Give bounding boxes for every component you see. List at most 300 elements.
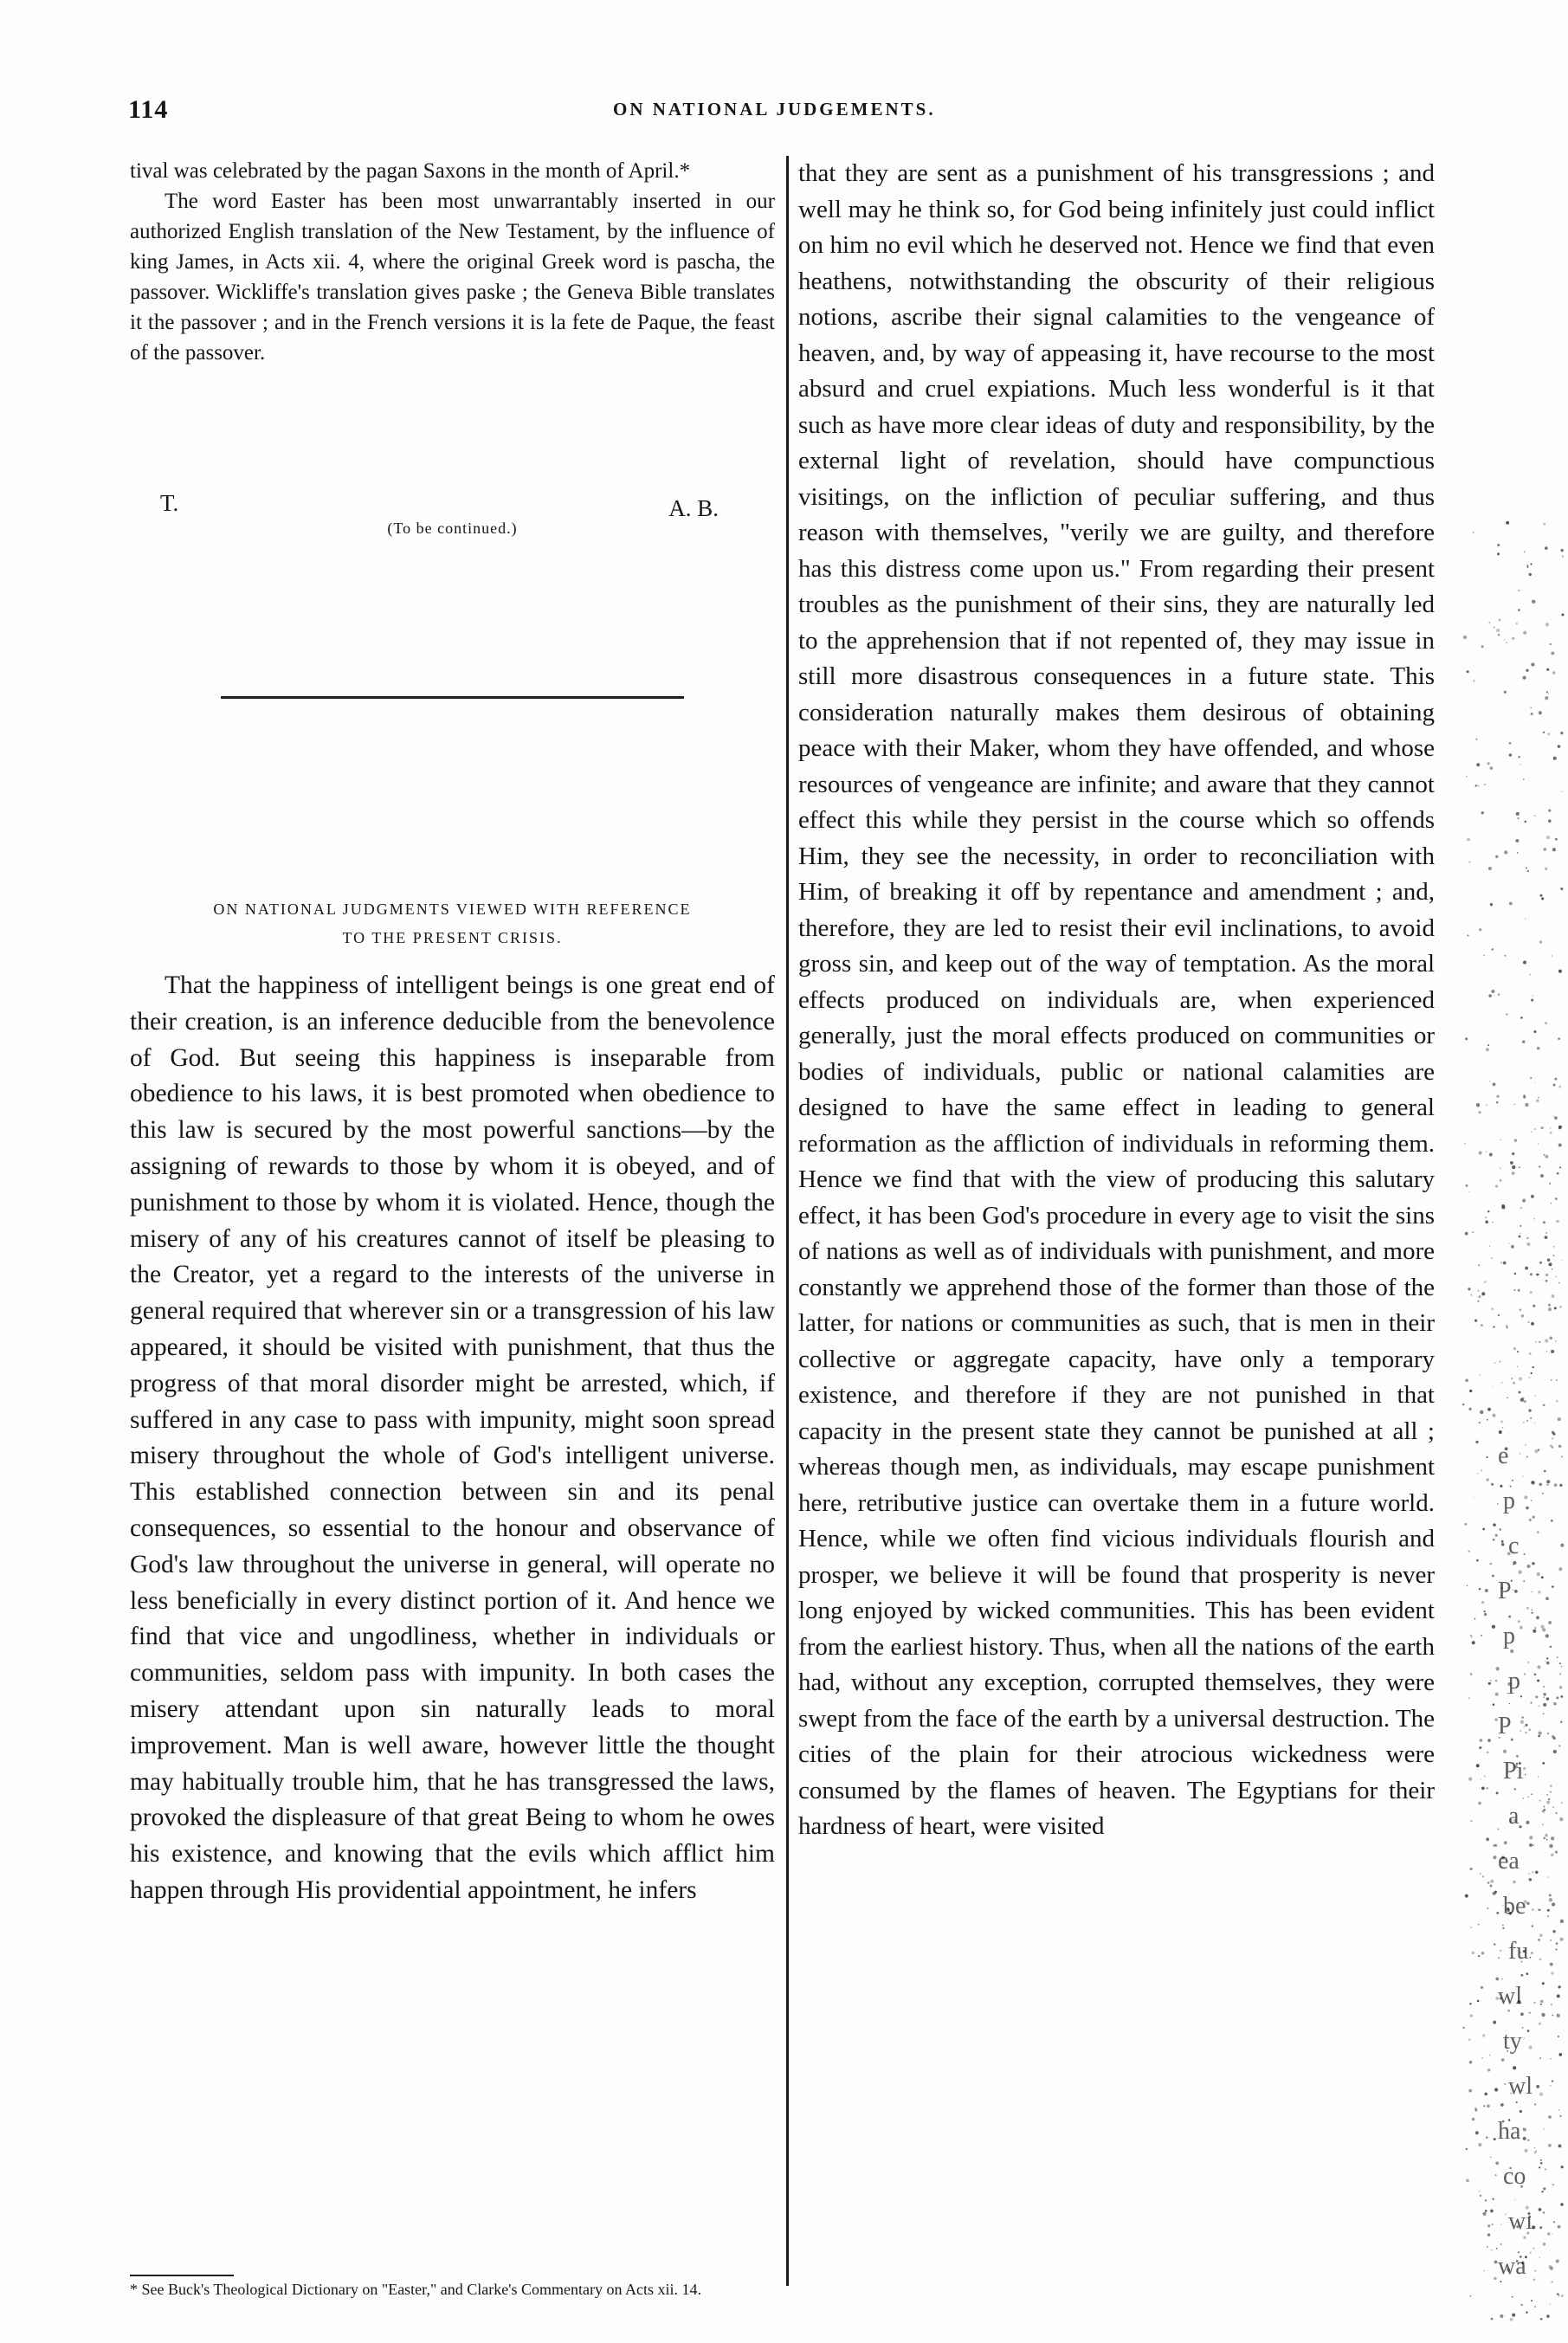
noise-speck — [1525, 821, 1527, 823]
noise-speck — [1552, 1437, 1553, 1439]
noise-speck — [1499, 1430, 1502, 1434]
noise-speck — [1494, 2088, 1498, 2091]
noise-speck — [1539, 2166, 1540, 2168]
noise-speck — [1526, 1724, 1528, 1727]
noise-speck — [1547, 1258, 1551, 1262]
noise-speck — [1486, 1105, 1487, 1106]
bleed-through-fragment: be — [1503, 1893, 1526, 1920]
noise-speck — [1484, 1775, 1486, 1777]
noise-speck — [1529, 2012, 1531, 2014]
bleed-through-fragment: fu — [1508, 1938, 1529, 1965]
noise-speck — [1552, 1806, 1554, 1808]
noise-speck — [1560, 1920, 1564, 1923]
noise-speck — [1546, 668, 1549, 671]
noise-speck — [1535, 1695, 1538, 1698]
noise-speck — [1553, 757, 1557, 760]
noise-speck — [1512, 2314, 1515, 2317]
noise-speck — [1526, 565, 1528, 566]
noise-speck — [1526, 867, 1527, 868]
noise-speck — [1484, 1281, 1487, 1283]
noise-speck — [1462, 1404, 1465, 1406]
noise-speck — [1552, 2184, 1554, 2186]
noise-speck — [1492, 1575, 1494, 1578]
noise-speck — [1512, 637, 1514, 640]
noise-speck — [1526, 1902, 1529, 1905]
noise-speck — [1553, 1255, 1555, 1256]
noise-speck — [1484, 784, 1486, 785]
noise-speck — [1558, 2036, 1559, 2037]
noise-speck — [1470, 2295, 1472, 2297]
noise-speck — [1561, 613, 1564, 616]
noise-speck — [1485, 2199, 1487, 2201]
noise-speck — [1548, 1798, 1550, 1800]
noise-speck — [1527, 2140, 1529, 2141]
noise-speck — [1524, 551, 1526, 552]
noise-speck — [1481, 1786, 1485, 1790]
noise-speck — [1531, 1952, 1533, 1953]
noise-speck — [1526, 1237, 1528, 1239]
noise-speck — [1545, 1155, 1548, 1159]
noise-speck — [1546, 1483, 1548, 1485]
noise-speck — [1509, 742, 1512, 745]
noise-speck — [1536, 2085, 1539, 2088]
noise-speck — [1544, 2128, 1545, 2130]
noise-speck — [1490, 1880, 1494, 1883]
noise-speck — [1514, 1273, 1516, 1275]
noise-speck — [1536, 2150, 1538, 2152]
noise-speck — [1539, 2257, 1540, 2258]
noise-speck — [1516, 812, 1520, 816]
paragraph-easter-festival: tival was celebrated by the pagan Saxons in the month of April.* — [130, 159, 691, 183]
noise-speck — [1526, 1821, 1529, 1824]
noise-speck — [1546, 691, 1548, 693]
noise-speck — [1514, 1139, 1518, 1142]
noise-speck — [1533, 2002, 1535, 2004]
bleed-through-margin — [1446, 485, 1568, 2343]
noise-speck — [1541, 2191, 1543, 2192]
noise-speck — [1526, 1242, 1530, 1246]
noise-speck — [1554, 1307, 1557, 1309]
noise-speck — [1494, 2261, 1498, 2264]
noise-speck — [1490, 1680, 1492, 1681]
noise-speck — [1483, 2270, 1485, 2272]
noise-speck — [1523, 1422, 1525, 1423]
noise-speck — [1558, 1144, 1562, 1147]
noise-speck — [1487, 2233, 1491, 2236]
noise-speck — [1540, 2162, 1543, 2165]
noise-speck — [1523, 2137, 1526, 2140]
noise-speck — [1535, 1395, 1536, 1396]
noise-speck — [1533, 1218, 1534, 1219]
noise-speck — [1493, 1703, 1495, 1706]
noise-speck — [1527, 1321, 1529, 1323]
noise-speck — [1484, 1613, 1487, 1616]
noise-speck — [1545, 1022, 1547, 1024]
noise-speck — [1560, 1695, 1563, 1698]
noise-speck — [1479, 1111, 1481, 1113]
noise-speck — [1517, 1366, 1519, 1368]
noise-speck — [1522, 1798, 1524, 1799]
noise-speck — [1489, 1152, 1493, 1156]
noise-speck — [1500, 2243, 1502, 2245]
noise-speck — [1470, 1636, 1472, 1637]
noise-speck — [1526, 669, 1528, 672]
noise-speck — [1499, 619, 1501, 622]
noise-speck — [1537, 1680, 1539, 1682]
noise-speck — [1546, 1480, 1550, 1483]
noise-speck — [1545, 546, 1548, 550]
noise-speck — [1540, 2000, 1544, 2004]
noise-speck — [1558, 1037, 1560, 1040]
noise-speck — [1558, 1985, 1561, 1988]
noise-speck — [1497, 1828, 1499, 1830]
noise-speck — [1490, 766, 1494, 770]
noise-speck — [1546, 2314, 1550, 2318]
noise-speck — [1525, 1732, 1527, 1734]
noise-speck — [1518, 1620, 1520, 1623]
noise-speck — [1524, 2037, 1525, 2038]
noise-speck — [1557, 1172, 1559, 1175]
noise-speck — [1561, 1260, 1562, 1261]
noise-speck — [1494, 1891, 1497, 1894]
noise-speck — [1533, 1630, 1536, 1633]
noise-speck — [1544, 1809, 1545, 1810]
noise-speck — [1463, 2027, 1465, 2029]
noise-speck — [1501, 1543, 1505, 1546]
noise-speck — [1546, 1794, 1548, 1796]
bleed-through-fragment: P — [1498, 1713, 1512, 1740]
noise-speck — [1542, 2013, 1545, 2017]
noise-speck — [1513, 1788, 1516, 1791]
noise-speck — [1491, 1257, 1492, 1258]
noise-speck — [1538, 1909, 1539, 1911]
noise-speck — [1551, 1379, 1552, 1381]
noise-speck — [1487, 2224, 1491, 2228]
noise-speck — [1467, 934, 1468, 936]
noise-speck — [1558, 2295, 1560, 2296]
section-title-line-1: ON NATIONAL JUDGMENTS VIEWED WITH REFERENCE — [213, 900, 692, 918]
noise-speck — [1498, 993, 1500, 996]
noise-speck — [1543, 523, 1545, 526]
noise-speck — [1518, 609, 1520, 611]
noise-speck — [1522, 1716, 1524, 1718]
noise-speck — [1513, 2066, 1516, 2069]
noise-speck — [1531, 1132, 1532, 1133]
noise-speck — [1479, 1873, 1481, 1875]
noise-speck — [1512, 1152, 1514, 1155]
noise-speck — [1486, 2136, 1487, 2138]
noise-speck — [1546, 1801, 1550, 1804]
noise-speck — [1561, 1802, 1563, 1804]
noise-speck — [1469, 2061, 1473, 2064]
noise-speck — [1542, 1493, 1544, 1494]
noise-speck — [1478, 1264, 1480, 1266]
noise-speck — [1552, 1446, 1553, 1448]
noise-speck — [1491, 1483, 1494, 1486]
noise-speck — [1531, 999, 1533, 1002]
noise-speck — [1545, 623, 1549, 626]
noise-speck — [1530, 1077, 1532, 1079]
noise-speck — [1475, 784, 1477, 786]
noise-speck — [1552, 671, 1556, 674]
noise-speck — [1510, 2318, 1513, 2321]
noise-speck — [1534, 1128, 1536, 1130]
noise-speck — [1487, 2069, 1491, 2072]
noise-speck — [1539, 1706, 1540, 1707]
noise-speck — [1526, 1456, 1528, 1458]
noise-speck — [1544, 1154, 1545, 1156]
noise-speck — [1492, 2198, 1494, 2200]
noise-speck — [1465, 1378, 1468, 1382]
noise-speck — [1526, 1420, 1528, 1422]
noise-speck — [1537, 1531, 1539, 1533]
noise-speck — [1540, 2004, 1542, 2005]
noise-speck — [1488, 994, 1491, 997]
noise-speck — [1468, 1288, 1470, 1290]
noise-speck — [1533, 1844, 1534, 1846]
noise-speck — [1526, 1972, 1528, 1975]
noise-speck — [1520, 1225, 1521, 1227]
noise-speck — [1546, 1662, 1550, 1665]
noise-speck — [1544, 1806, 1545, 1808]
bleed-through-fragment: wl — [1498, 1983, 1522, 2010]
noise-speck — [1513, 1589, 1514, 1591]
noise-speck — [1543, 1703, 1546, 1707]
noise-speck — [1469, 862, 1471, 863]
noise-speck — [1531, 1612, 1533, 1614]
noise-speck — [1560, 732, 1563, 734]
noise-speck — [1528, 1728, 1531, 1731]
noise-speck — [1540, 1126, 1543, 1129]
noise-speck — [1468, 2089, 1472, 2093]
noise-speck — [1561, 2295, 1564, 2297]
noise-speck — [1488, 867, 1492, 870]
noise-speck — [1534, 1449, 1538, 1453]
noise-speck — [1513, 1289, 1515, 1291]
noise-speck — [1504, 639, 1505, 640]
noise-speck — [1463, 636, 1467, 639]
noise-speck — [1560, 1544, 1564, 1547]
noise-speck — [1487, 1210, 1489, 1212]
noise-speck — [1548, 810, 1551, 812]
noise-speck — [1545, 1597, 1549, 1600]
noise-speck — [1560, 1721, 1562, 1723]
column-divider — [786, 156, 789, 2286]
noise-speck — [1533, 1030, 1536, 1033]
noise-speck — [1481, 2057, 1483, 2059]
noise-speck — [1492, 1414, 1495, 1417]
noise-speck — [1493, 1856, 1496, 1859]
noise-speck — [1535, 1082, 1536, 1083]
noise-speck — [1555, 838, 1557, 840]
noise-speck — [1504, 955, 1506, 957]
noise-speck — [1495, 1184, 1498, 1187]
noise-speck — [1498, 634, 1500, 636]
noise-speck — [1552, 1431, 1554, 1434]
noise-speck — [1527, 1797, 1528, 1798]
noise-speck — [1546, 1657, 1548, 1659]
header-rule — [128, 139, 1427, 140]
bleed-through-fragment: c — [1508, 1533, 1520, 1559]
noise-speck — [1553, 1084, 1556, 1087]
noise-speck — [1493, 1326, 1494, 1328]
noise-speck — [1472, 1231, 1474, 1233]
noise-speck — [1495, 1680, 1498, 1682]
noise-speck — [1472, 2118, 1475, 2121]
noise-speck — [1468, 1697, 1470, 1699]
noise-speck — [1558, 1745, 1560, 1746]
noise-speck — [1465, 1894, 1468, 1898]
noise-speck — [1542, 1762, 1545, 1765]
noise-speck — [1519, 1825, 1521, 1828]
noise-speck — [1490, 1885, 1493, 1888]
noise-speck — [1559, 1673, 1561, 1675]
noise-speck — [1554, 1078, 1557, 1081]
noise-speck — [1495, 1534, 1498, 1537]
noise-speck — [1475, 1441, 1478, 1443]
noise-speck — [1492, 1625, 1495, 1629]
noise-speck — [1501, 1204, 1505, 1208]
noise-speck — [1539, 1341, 1541, 1344]
noise-speck — [1550, 1963, 1553, 1966]
noise-speck — [1550, 1791, 1552, 1793]
noise-speck — [1533, 2278, 1535, 2281]
noise-speck — [1560, 2203, 1564, 2206]
noise-speck — [1467, 838, 1470, 842]
noise-speck — [1537, 1665, 1540, 1668]
noise-speck — [1505, 2213, 1507, 2215]
noise-speck — [1555, 1812, 1557, 1814]
noise-speck — [1545, 1236, 1548, 1239]
bleed-through-fragment: a — [1508, 1803, 1520, 1830]
noise-speck — [1496, 1912, 1499, 1914]
noise-speck — [1497, 1503, 1498, 1504]
noise-speck — [1525, 919, 1526, 920]
noise-speck — [1543, 2243, 1546, 2246]
noise-speck — [1470, 2015, 1473, 2017]
noise-speck — [1547, 1909, 1550, 1912]
noise-speck — [1552, 848, 1556, 851]
noise-speck — [1554, 1483, 1558, 1487]
bleed-through-fragment: Pi — [1503, 1758, 1524, 1785]
noise-speck — [1524, 1495, 1527, 1499]
noise-speck — [1502, 1927, 1504, 1929]
noise-speck — [1559, 1306, 1561, 1307]
right-column — [798, 156, 1435, 1845]
noise-speck — [1487, 2105, 1490, 2108]
noise-speck — [1548, 2144, 1552, 2147]
noise-speck — [1500, 1421, 1503, 1423]
noise-speck — [1541, 1576, 1544, 1578]
noise-speck — [1523, 1553, 1525, 1555]
noise-speck — [1556, 1276, 1557, 1277]
noise-speck — [1523, 631, 1526, 635]
noise-speck — [1546, 1839, 1548, 1841]
noise-speck — [1520, 1730, 1521, 1732]
paragraph-easter-word: The word Easter has been most unwarrantably inserted in our authorized English translation of the New Testament, by the influence of king James, in Acts xii. 4, where the original Greek word is pascha, the passover. Wickliffe's translation gives paske ; the Geneva Bible translates it the passover ; and in the French versions it is la fete de Paque, the feast of the passover. — [130, 190, 775, 365]
noise-speck — [1519, 1391, 1521, 1393]
noise-speck — [1553, 1737, 1556, 1740]
noise-speck — [1539, 1483, 1542, 1487]
noise-speck — [1551, 1203, 1552, 1204]
noise-speck — [1520, 1207, 1522, 1209]
noise-speck — [1522, 1040, 1525, 1042]
noise-speck — [1486, 1048, 1489, 1051]
noise-speck — [1481, 1635, 1482, 1636]
noise-speck — [1547, 1733, 1549, 1734]
noise-speck — [1536, 1616, 1539, 1619]
noise-speck — [1465, 1143, 1466, 1144]
noise-speck — [1466, 1184, 1468, 1187]
noise-speck — [1551, 1972, 1553, 1974]
noise-speck — [1559, 2115, 1561, 2117]
noise-speck — [1548, 1262, 1552, 1266]
noise-speck — [1545, 2168, 1546, 2170]
noise-speck — [1516, 2101, 1518, 2103]
page-number: 114 — [128, 95, 169, 124]
noise-speck — [1543, 1713, 1545, 1714]
noise-speck — [1531, 1481, 1534, 1484]
noise-speck — [1560, 549, 1563, 552]
noise-speck — [1558, 2053, 1562, 2056]
noise-speck — [1558, 1445, 1561, 1448]
noise-speck — [1520, 2110, 1522, 2113]
noise-speck — [1480, 1410, 1483, 1414]
noise-speck — [1500, 2103, 1504, 2107]
noise-speck — [1500, 2314, 1503, 2318]
noise-speck — [1514, 1104, 1515, 1105]
noise-speck — [1495, 1693, 1499, 1696]
noise-speck — [1540, 1625, 1544, 1629]
noise-speck — [1500, 1485, 1502, 1488]
noise-speck — [1479, 1374, 1481, 1376]
noise-speck — [1493, 2021, 1496, 2024]
noise-speck — [1479, 1151, 1482, 1154]
noise-speck — [1549, 1844, 1552, 1848]
noise-speck — [1494, 2277, 1496, 2280]
noise-speck — [1493, 1082, 1496, 1086]
noise-speck — [1539, 1262, 1542, 1264]
noise-speck — [1539, 1799, 1540, 1801]
noise-speck — [1560, 1938, 1564, 1941]
noise-speck — [1552, 1294, 1555, 1298]
noise-speck — [1470, 1820, 1473, 1823]
noise-speck — [1549, 1183, 1551, 1184]
noise-speck — [1486, 1151, 1487, 1152]
noise-speck — [1482, 2034, 1485, 2036]
noise-speck — [1532, 1591, 1533, 1592]
noise-speck — [1532, 1908, 1534, 1911]
noise-speck — [1527, 1662, 1529, 1663]
noise-speck — [1478, 1955, 1481, 1958]
noise-speck — [1562, 556, 1564, 558]
noise-speck — [1492, 1386, 1493, 1387]
signature-initials-right: A. B. — [668, 495, 719, 521]
noise-speck — [1494, 1363, 1495, 1364]
noise-speck — [1555, 1197, 1558, 1200]
noise-speck — [1519, 1570, 1522, 1573]
noise-speck — [1548, 819, 1552, 823]
noise-speck — [1495, 855, 1498, 858]
noise-speck — [1520, 1626, 1523, 1630]
noise-speck — [1494, 1943, 1495, 1945]
noise-speck — [1494, 2138, 1496, 2140]
noise-speck — [1538, 1591, 1540, 1593]
noise-speck — [1529, 1836, 1533, 1839]
noise-speck — [1542, 1982, 1545, 1985]
noise-speck — [1539, 2093, 1543, 2096]
noise-speck — [1484, 1610, 1486, 1612]
